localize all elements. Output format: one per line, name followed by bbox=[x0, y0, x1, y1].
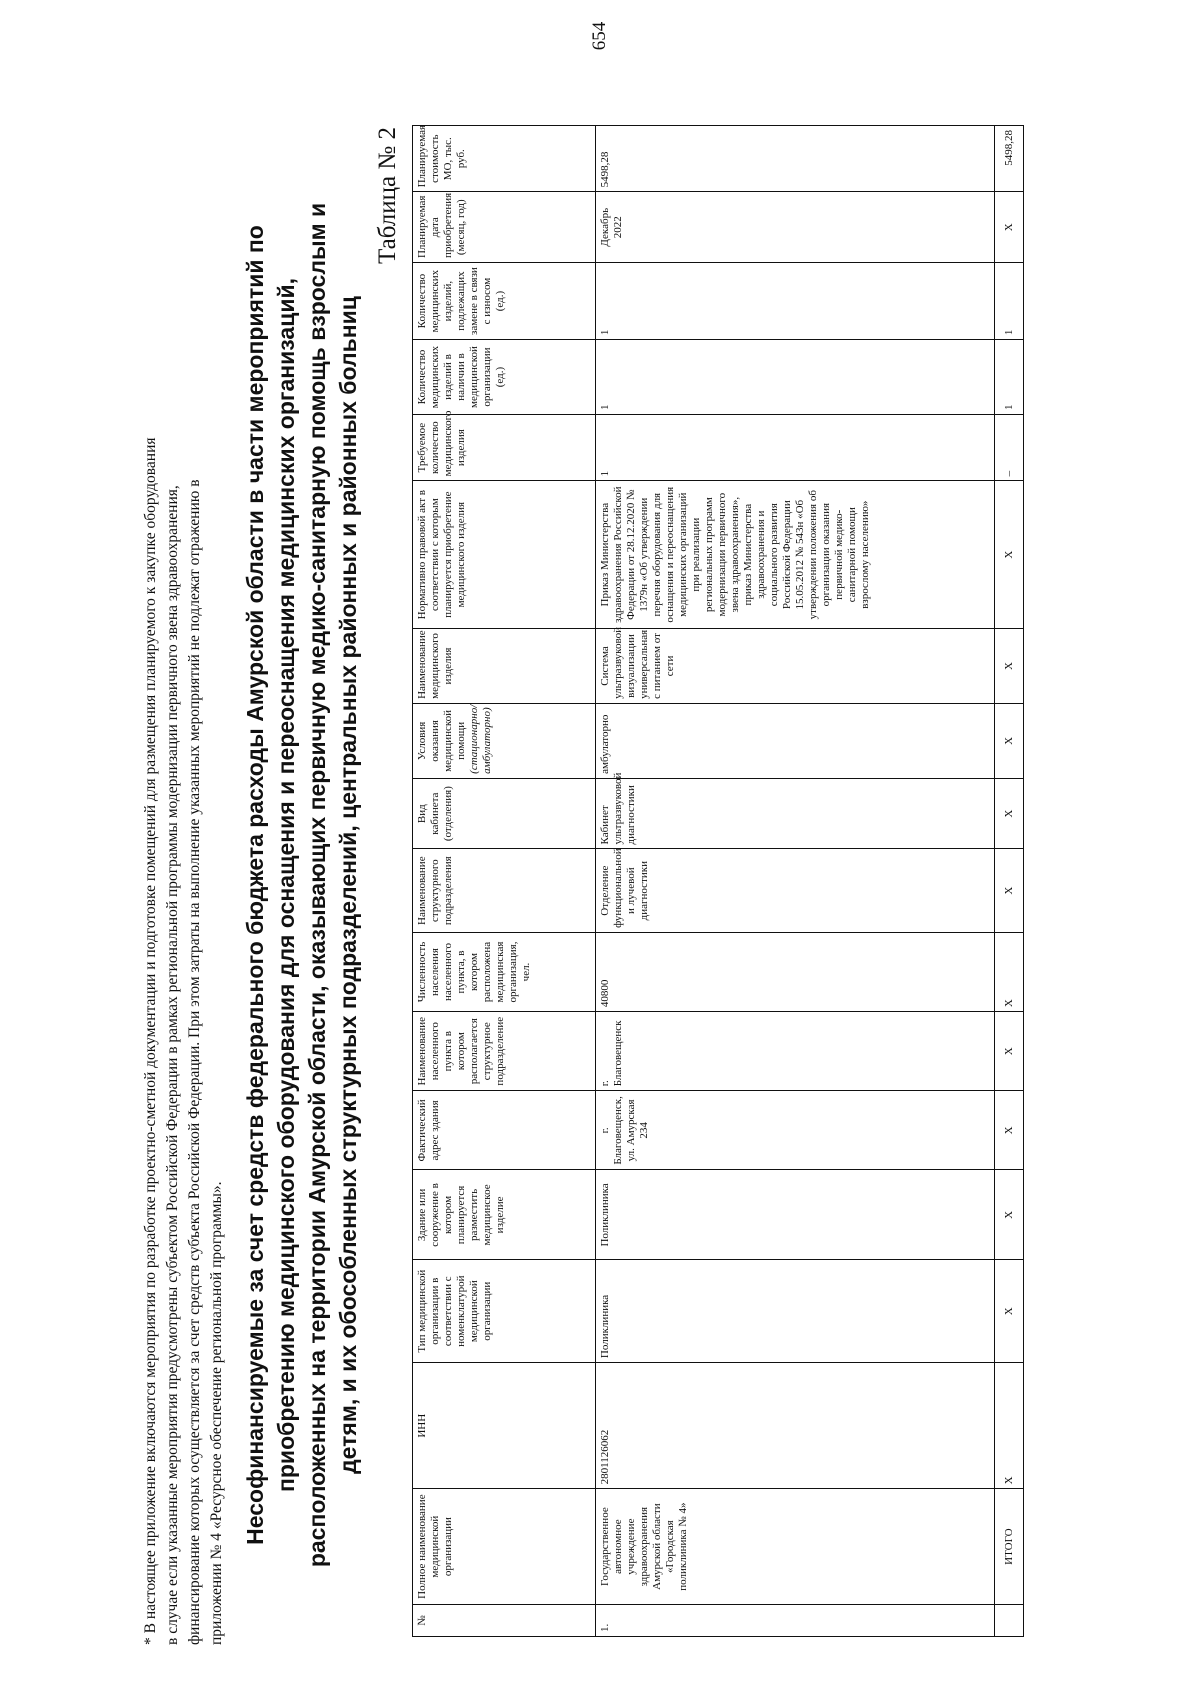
total-cell: X bbox=[995, 703, 1024, 778]
heading-line: расположенных на территории Амурской области, оказывающих первичную медико-санитарную помощь взрослым и bbox=[304, 202, 330, 1568]
total-cell: X bbox=[995, 849, 1024, 932]
footnote-line: в случае если указанные мероприятия предусмотрены субъектом Российской Федерации в рамках региональной программы модернизации первичного звена здравоохранения, bbox=[164, 485, 181, 1645]
page-number: 654 bbox=[589, 21, 610, 51]
table-header-row bbox=[413, 126, 596, 1637]
document-heading bbox=[240, 125, 364, 1645]
total-cell: X bbox=[995, 932, 1024, 1011]
footnote-line: * В настоящее приложение включаются мероприятия по разработке проектно-сметной документации и подготовке помещений для размещения планируемого к закупке оборудования bbox=[142, 437, 159, 1645]
cell-building: Поликлиника bbox=[596, 1170, 995, 1260]
footnote bbox=[140, 125, 228, 1645]
header-cell: Наименование населенного пункта в котором располагается структурное подразделение bbox=[413, 1012, 596, 1091]
total-row bbox=[995, 126, 1024, 1637]
landscape-page bbox=[140, 125, 1200, 1645]
header-cell: Нормативно правовой акт в соответствии с которым планируется приобретение медицинского изделия bbox=[413, 481, 596, 629]
cell-to-replace: 1 bbox=[596, 263, 995, 340]
total-cell: X bbox=[995, 1012, 1024, 1091]
total-cell: X bbox=[995, 481, 1024, 629]
cell-legal-act: Приказ Министерства здравоохранения Российской Федерации от 28.12.2020 № 1379н «Об утверждении перечня оборудования для оснащения и переоснащения медицинских организаций при реализации региональных программ модернизации первичного звена здравоохранения», приказ Министерства здравоохранения и социального развития Российской Федерации 15.05.2012 № 543н «Об утверждении положения об организации оказания первичной медико-санитарной помощи взрослому населению» bbox=[596, 481, 995, 629]
total-cell: X bbox=[995, 778, 1024, 849]
header-cell: Полное наименование медицинской организации bbox=[413, 1489, 596, 1605]
header-cell: ИНН bbox=[413, 1363, 596, 1489]
cell-cabinet: Кабинет ультразвуковой диагностики bbox=[596, 778, 995, 849]
header-cell: Вид кабинета (отделения) bbox=[413, 778, 596, 849]
header-cell: Условия оказания медицинской помощи (стационарно/ амбулаторно) bbox=[413, 703, 596, 778]
header-cell: Количество медицинских изделий, подлежащих замене в связи с износом (ед.) bbox=[413, 263, 596, 340]
total-cell: 1 bbox=[995, 263, 1024, 340]
total-cell: – bbox=[995, 415, 1024, 481]
cell-available: 1 bbox=[596, 340, 995, 415]
header-cell: Количество медицинских изделий в наличии в медицинской организации (ед.) bbox=[413, 340, 596, 415]
footnote-line: приложении № 4 «Ресурсное обеспечение региональной программы». bbox=[208, 1181, 225, 1645]
total-cell: X bbox=[995, 1091, 1024, 1170]
header-cell: № bbox=[413, 1604, 596, 1636]
table-caption: Таблица № 2 bbox=[374, 127, 401, 265]
total-cell bbox=[995, 1604, 1024, 1636]
cell-cost: 5498,28 bbox=[596, 126, 995, 192]
total-cell: X bbox=[995, 1260, 1024, 1363]
total-cell: X bbox=[995, 1363, 1024, 1489]
header-cell: Здание или сооружение в котором планируется разместить медицинское изделие bbox=[413, 1170, 596, 1260]
total-cell: X bbox=[995, 629, 1024, 704]
total-cell: X bbox=[995, 192, 1024, 263]
header-cell: Наименование медицинского изделия bbox=[413, 629, 596, 704]
header-cell: Наименование структурного подразделения bbox=[413, 849, 596, 932]
heading-line: Несофинансируемые за счет средств федерального бюджета расходы Амурской области в части мероприятий по bbox=[242, 225, 268, 1545]
total-cell: X bbox=[995, 1170, 1024, 1260]
cell-address: г. Благовещенск, ул. Амурская 234 bbox=[596, 1091, 995, 1170]
equipment-table bbox=[412, 125, 1024, 1637]
cell-num: 1. bbox=[596, 1604, 995, 1636]
cell-subdivision: Отделение функциональной и лучевой диагностики bbox=[596, 849, 995, 932]
cell-device: Система ультразвуковой визуализации универсальная с питанием от сети bbox=[596, 629, 995, 704]
header-cell: Фактический адрес здания bbox=[413, 1091, 596, 1170]
cell-population: 40800 bbox=[596, 932, 995, 1011]
table-row bbox=[596, 126, 995, 1637]
cell-type: Поликлиника bbox=[596, 1260, 995, 1363]
header-cell: Требуемое количество медицинского изделия bbox=[413, 415, 596, 481]
header-cell: Численность населения населенного пункта, в котором расположена медицинская организация, чел. bbox=[413, 932, 596, 1011]
cell-inn: 2801126062 bbox=[596, 1363, 995, 1489]
footnote-line: финансирование которых осуществляется за счет средств субъекта Российской Федерации. При этом затраты на выполнение указанных мероприятий не подлежат отражению в bbox=[186, 479, 203, 1645]
cell-locality: г. Благовещенск bbox=[596, 1012, 995, 1091]
header-cell: Планируемая дата приобретения (месяц, год) bbox=[413, 192, 596, 263]
cell-org: Государственное автономное учреждение здравоохранения Амурской области «Городская поликлиника № 4» bbox=[596, 1489, 995, 1605]
cell-conditions: амбулаторно bbox=[596, 703, 995, 778]
cell-date: Декабрь 2022 bbox=[596, 192, 995, 263]
header-cell: Планируемая стоимость МО, тыс. руб. bbox=[413, 126, 596, 192]
header-cell: Тип медицинской организации в соответствии с номенклатурой медицинской организации bbox=[413, 1260, 596, 1363]
total-cell: 1 bbox=[995, 340, 1024, 415]
heading-line: детям, и их обособленных структурных подразделений, центральных районных и районных больниц bbox=[335, 296, 361, 1474]
cell-required: 1 bbox=[596, 415, 995, 481]
total-label: ИТОГО bbox=[995, 1489, 1024, 1605]
total-cost: 5498,28 bbox=[995, 126, 1024, 192]
heading-line: приобретению медицинского оборудования для оснащения и переоснащения медицинских организаций, bbox=[273, 277, 299, 1493]
